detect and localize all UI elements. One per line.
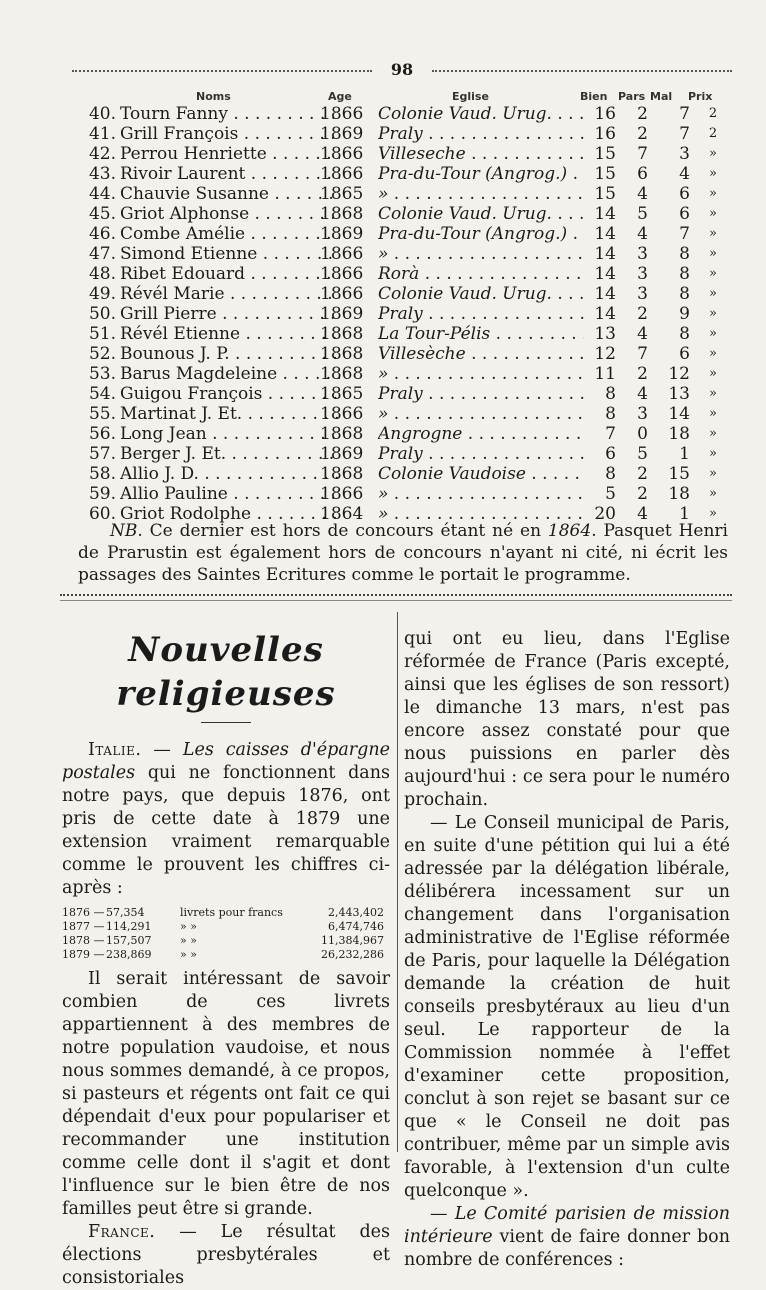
row-mal: 8: [679, 244, 690, 264]
row-number: 54.: [88, 384, 116, 404]
row-church: La Tour-Pélis . . .: [378, 324, 588, 344]
row-church: Pra-du-Tour (Angrog.) . . .: [378, 164, 588, 184]
row-church: Colonie Vaud. Urug. . . .: [378, 204, 588, 224]
row-bien: 6: [584, 444, 616, 464]
row-prix: »: [709, 426, 717, 441]
row-prix: »: [709, 146, 717, 161]
table-row: [72, 364, 732, 384]
row-bien: 11: [584, 364, 616, 384]
row-pars: 5: [637, 204, 648, 224]
row-bien: 15: [584, 164, 616, 184]
row-name: Martinat J. Et. . . .: [120, 404, 340, 424]
table-row: [72, 284, 732, 304]
italie-dash: —: [141, 740, 183, 760]
row-prix: »: [709, 226, 717, 241]
row-name: Allio J. D. . . .: [120, 464, 340, 484]
row-name: Grill Pierre . . .: [120, 304, 340, 324]
table-row: [72, 144, 732, 164]
nb-lead: NB.: [110, 521, 143, 541]
title-rule: [201, 722, 251, 723]
row-age: 1866: [320, 164, 364, 184]
row-pars: 4: [637, 384, 648, 404]
table-row: [72, 404, 732, 424]
row-prix: »: [709, 386, 717, 401]
column-header-age: Age: [328, 90, 352, 103]
row-pars: 4: [637, 224, 648, 244]
table-row: [72, 224, 732, 244]
row-prix: »: [709, 266, 717, 281]
row-pars: 0: [637, 424, 648, 444]
nb-text-after-year: . Pasquet Henri de Prarustin est également hors de concours n'ayant ni cité, ni écrit les passages des Saintes Ecritures comme le portait le programme.: [78, 521, 728, 585]
row-church: Colonie Vaud. Urug. . . .: [378, 284, 588, 304]
row-bien: 16: [584, 124, 616, 144]
row-church: Rorà . . .: [378, 264, 588, 284]
right-paragraph-1: qui ont eu lieu, dans l'Eglise réformée de France (Paris excepté, ainsi que les églises de son ressort) le dimanche 13 mars, n'est pas encore assez constaté pour que nous puissions en parler dès aujourd'hui : ce sera pour le numéro prochain.: [404, 629, 730, 810]
row-pars: 3: [637, 244, 648, 264]
row-bien: 16: [584, 104, 616, 124]
row-number: 55.: [88, 404, 116, 424]
table-row: [72, 204, 732, 224]
right-paragraph-2: — Le Conseil municipal de Paris, en suite d'une pétition qui lui a été adressée par la délégation libérale, délibérera incessament sur un changement dans l'organisation administrative de l'Eglise réformée de Paris, pour laquelle la Délégation demande la création de huit conseils presbytéraux au lieu d'un seul. Le rapporteur de la Commission nommée à l'effet d'examiner cette proposition, conclut à son rejet se basant sur ce que « le Conseil ne doit pas contribuer, même par un simple avis favorable, à l'extension d'un culte quelconque ».: [404, 813, 730, 1201]
row-number: 56.: [88, 424, 116, 444]
row-bien: 8: [584, 384, 616, 404]
right-column: [404, 628, 730, 1272]
italie-paragraph: [62, 739, 390, 900]
column-header-pars: Pars: [618, 90, 646, 103]
row-bien: 14: [584, 204, 616, 224]
row-bien: 13: [584, 324, 616, 344]
row-bien: 8: [584, 464, 616, 484]
row-age: 1865: [320, 184, 364, 204]
savings-stats: [62, 906, 390, 962]
row-number: 42.: [88, 144, 116, 164]
row-number: 50.: [88, 304, 116, 324]
table-row: [72, 444, 732, 464]
row-mal: 18: [668, 484, 690, 504]
row-church: Colonie Vaud. Urug. . . .: [378, 104, 588, 124]
row-pars: 2: [637, 484, 648, 504]
row-age: 1866: [320, 244, 364, 264]
italie-italic: Les caisses d'épargne postales: [62, 740, 390, 783]
row-church: Colonie Vaudoise . . .: [378, 464, 588, 484]
row-pars: 2: [637, 364, 648, 384]
stat-label: livrets pour francs: [180, 906, 283, 919]
row-pars: 2: [637, 104, 648, 124]
row-age: 1865: [320, 384, 364, 404]
stat-label: » »: [180, 920, 197, 933]
row-bien: 14: [584, 284, 616, 304]
row-bien: 14: [584, 224, 616, 244]
row-mal: 6: [679, 344, 690, 364]
row-name: Combe Amélie . . .: [120, 224, 340, 244]
row-mal: 3: [679, 144, 690, 164]
row-pars: 6: [637, 164, 648, 184]
para3-dash: —: [430, 1204, 455, 1224]
row-age: 1869: [320, 304, 364, 324]
row-church: » . . .: [378, 184, 588, 204]
column-header-names: Noms: [196, 90, 231, 103]
table-row: [72, 384, 732, 404]
row-name: Tourn Fanny . . .: [120, 104, 340, 124]
row-name: Allio Pauline . . .: [120, 484, 340, 504]
row-prix: »: [709, 186, 717, 201]
row-pars: 2: [637, 124, 648, 144]
row-church: Villesèche . . .: [378, 344, 588, 364]
row-age: 1866: [320, 144, 364, 164]
row-pars: 3: [637, 264, 648, 284]
column-divider: [397, 612, 398, 1152]
row-name: Griot Alphonse . . .: [120, 204, 340, 224]
row-mal: 8: [679, 264, 690, 284]
row-age: 1869: [320, 224, 364, 244]
stat-year: 1877 —: [62, 920, 105, 933]
column-header-prix: Prix: [688, 90, 713, 103]
row-bien: 15: [584, 144, 616, 164]
table-row: [72, 164, 732, 184]
column-header-bien: Bien: [580, 90, 608, 103]
italie-label: Italie.: [88, 740, 142, 760]
row-church: Praly . . .: [378, 444, 588, 464]
row-pars: 7: [637, 144, 648, 164]
row-number: 47.: [88, 244, 116, 264]
row-age: 1869: [320, 124, 364, 144]
row-church: » . . .: [378, 484, 588, 504]
row-name: Chauvie Susanne . . .: [120, 184, 340, 204]
row-bien: 7: [584, 424, 616, 444]
page-header: [72, 60, 732, 80]
section-separator: [60, 594, 732, 601]
row-number: 58.: [88, 464, 116, 484]
stat-year: 1878 —: [62, 934, 105, 947]
row-church: Praly . . .: [378, 384, 588, 404]
row-number: 41.: [88, 124, 116, 144]
row-pars: 4: [637, 504, 648, 524]
row-number: 59.: [88, 484, 116, 504]
row-number: 48.: [88, 264, 116, 284]
row-prix: 2: [708, 106, 718, 121]
row-church: Villeseche . . .: [378, 144, 588, 164]
row-mal: 1: [679, 504, 690, 524]
table-row: [72, 124, 732, 144]
stat-count: 157,507: [106, 934, 152, 947]
france-paragraph: [62, 1221, 390, 1290]
row-bien: 12: [584, 344, 616, 364]
row-name: Berger J. Et. . . .: [120, 444, 340, 464]
row-name: Simond Etienne . . .: [120, 244, 340, 264]
table-row: [72, 264, 732, 284]
row-name: Guigou François . . .: [120, 384, 340, 404]
row-mal: 7: [679, 124, 690, 144]
row-age: 1868: [320, 364, 364, 384]
row-prix: »: [709, 206, 717, 221]
row-mal: 13: [668, 384, 690, 404]
left-column: [62, 628, 390, 1290]
row-age: 1864: [320, 504, 364, 524]
row-pars: 7: [637, 344, 648, 364]
stat-label: » »: [180, 934, 197, 947]
stats-row: [62, 934, 390, 948]
row-pars: 3: [637, 284, 648, 304]
row-name: Griot Rodolphe . . .: [120, 504, 340, 524]
italie-rest: qui ne fonctionnent dans notre pays, que depuis 1876, ont pris de cette date à 1879 une extension vraiment remarquable comme le prouvent les chiffres ci-après :: [62, 763, 390, 898]
row-mal: 6: [679, 204, 690, 224]
row-name: Barus Magdeleine . . .: [120, 364, 340, 384]
row-number: 45.: [88, 204, 116, 224]
row-bien: 14: [584, 304, 616, 324]
row-number: 46.: [88, 224, 116, 244]
table-row: [72, 244, 732, 264]
column-header-church: Eglise: [452, 90, 489, 103]
row-number: 40.: [88, 104, 116, 124]
table-row: [72, 104, 732, 124]
france-rest: — Le résultat des élections presbytérales et consistoriales: [62, 1222, 390, 1288]
stats-row: [62, 948, 390, 962]
row-mal: 8: [679, 284, 690, 304]
row-church: Praly . . .: [378, 124, 588, 144]
row-mal: 7: [679, 224, 690, 244]
row-pars: 3: [637, 404, 648, 424]
stat-count: 238,869: [106, 948, 152, 961]
row-name: Révél Marie . . .: [120, 284, 340, 304]
row-number: 53.: [88, 364, 116, 384]
row-prix: »: [709, 326, 717, 341]
row-number: 52.: [88, 344, 116, 364]
table-row: [72, 464, 732, 484]
row-mal: 9: [679, 304, 690, 324]
nb-year: 1864: [547, 521, 592, 541]
row-prix: »: [709, 286, 717, 301]
stat-amount: 6,474,746: [328, 920, 384, 933]
row-name: Grill François . . .: [120, 124, 340, 144]
row-age: 1869: [320, 444, 364, 464]
row-mal: 6: [679, 184, 690, 204]
row-prix: »: [709, 506, 717, 521]
row-bien: 15: [584, 184, 616, 204]
row-mal: 8: [679, 324, 690, 344]
row-prix: »: [709, 446, 717, 461]
row-age: 1866: [320, 104, 364, 124]
row-prix: »: [709, 246, 717, 261]
row-number: 44.: [88, 184, 116, 204]
header-rule-right: [432, 70, 732, 72]
row-church: Pra-du-Tour (Angrog.) . . .: [378, 224, 588, 244]
row-mal: 18: [668, 424, 690, 444]
row-name: Révél Etienne . . .: [120, 324, 340, 344]
stat-amount: 11,384,967: [321, 934, 384, 947]
right-paragraph-3: [404, 1203, 730, 1272]
stat-count: 57,354: [106, 906, 145, 919]
row-mal: 14: [668, 404, 690, 424]
results-table: [72, 104, 732, 524]
stat-amount: 2,443,402: [328, 906, 384, 919]
para3-italic: Le Comité parisien de mission intérieure: [404, 1204, 730, 1247]
row-bien: 14: [584, 264, 616, 284]
row-mal: 15: [668, 464, 690, 484]
france-label: France.: [88, 1222, 156, 1242]
table-row: [72, 184, 732, 204]
table-row: [72, 484, 732, 504]
row-bien: 5: [584, 484, 616, 504]
row-age: 1868: [320, 324, 364, 344]
nb-text-before-year: Ce dernier est hors de concours étant né en: [142, 521, 548, 541]
row-prix: »: [709, 306, 717, 321]
row-name: Bounous J. P. . . .: [120, 344, 340, 364]
row-church: Praly . . .: [378, 304, 588, 324]
row-prix: »: [709, 166, 717, 181]
row-church: Angrogne . . .: [378, 424, 588, 444]
row-pars: 2: [637, 304, 648, 324]
para3-rest: vient de faire donner bon nombre de conférences :: [404, 1227, 730, 1270]
stat-count: 114,291: [106, 920, 152, 933]
stat-year: 1879 —: [62, 948, 105, 961]
row-church: » . . .: [378, 504, 588, 524]
row-mal: 12: [668, 364, 690, 384]
row-bien: 8: [584, 404, 616, 424]
row-prix: 2: [708, 126, 718, 141]
row-prix: »: [709, 346, 717, 361]
row-pars: 5: [637, 444, 648, 464]
row-age: 1868: [320, 344, 364, 364]
row-age: 1866: [320, 284, 364, 304]
row-prix: »: [709, 406, 717, 421]
table-row: [72, 324, 732, 344]
row-number: 60.: [88, 504, 116, 524]
stat-label: » »: [180, 948, 197, 961]
nb-note: [78, 520, 728, 586]
row-church: » . . .: [378, 404, 588, 424]
row-number: 49.: [88, 284, 116, 304]
page-number: 98: [390, 60, 414, 79]
row-pars: 4: [637, 324, 648, 344]
row-church: » . . .: [378, 244, 588, 264]
row-age: 1866: [320, 404, 364, 424]
row-church: » . . .: [378, 364, 588, 384]
row-name: Long Jean . . .: [120, 424, 340, 444]
stats-row: [62, 906, 390, 920]
left-paragraph-2: Il serait intéressant de savoir combien de ces livrets appartiennent à des membres de notre population vaudoise, et nous nous sommes demandé, à ce propos, si pasteurs et régents ont fait ce qui dépendait d'eux pour populariser et recommander une institution comme celle dont il s'agit et dont l'influence sur le bien être de nos familles peut être si grande.: [62, 969, 390, 1219]
row-prix: »: [709, 486, 717, 501]
row-number: 51.: [88, 324, 116, 344]
row-bien: 14: [584, 244, 616, 264]
row-name: Rivoir Laurent . . .: [120, 164, 340, 184]
row-age: 1868: [320, 204, 364, 224]
row-mal: 1: [679, 444, 690, 464]
row-pars: 4: [637, 184, 648, 204]
row-age: 1866: [320, 484, 364, 504]
column-header-mal: Mal: [650, 90, 673, 103]
table-row: [72, 344, 732, 364]
stats-row: [62, 920, 390, 934]
section-title: Nouvelles religieuses: [116, 630, 336, 714]
table-row: [72, 304, 732, 324]
table-row: [72, 424, 732, 444]
row-mal: 7: [679, 104, 690, 124]
stat-amount: 26,232,286: [321, 948, 384, 961]
row-name: Ribet Edouard . . .: [120, 264, 340, 284]
row-prix: »: [709, 466, 717, 481]
row-mal: 4: [679, 164, 690, 184]
row-age: 1868: [320, 464, 364, 484]
stat-year: 1876 —: [62, 906, 105, 919]
row-bien: 20: [584, 504, 616, 524]
row-prix: »: [709, 366, 717, 381]
row-age: 1868: [320, 424, 364, 444]
row-number: 57.: [88, 444, 116, 464]
row-name: Perrou Henriette . . .: [120, 144, 340, 164]
row-number: 43.: [88, 164, 116, 184]
row-age: 1866: [320, 264, 364, 284]
row-pars: 2: [637, 464, 648, 484]
